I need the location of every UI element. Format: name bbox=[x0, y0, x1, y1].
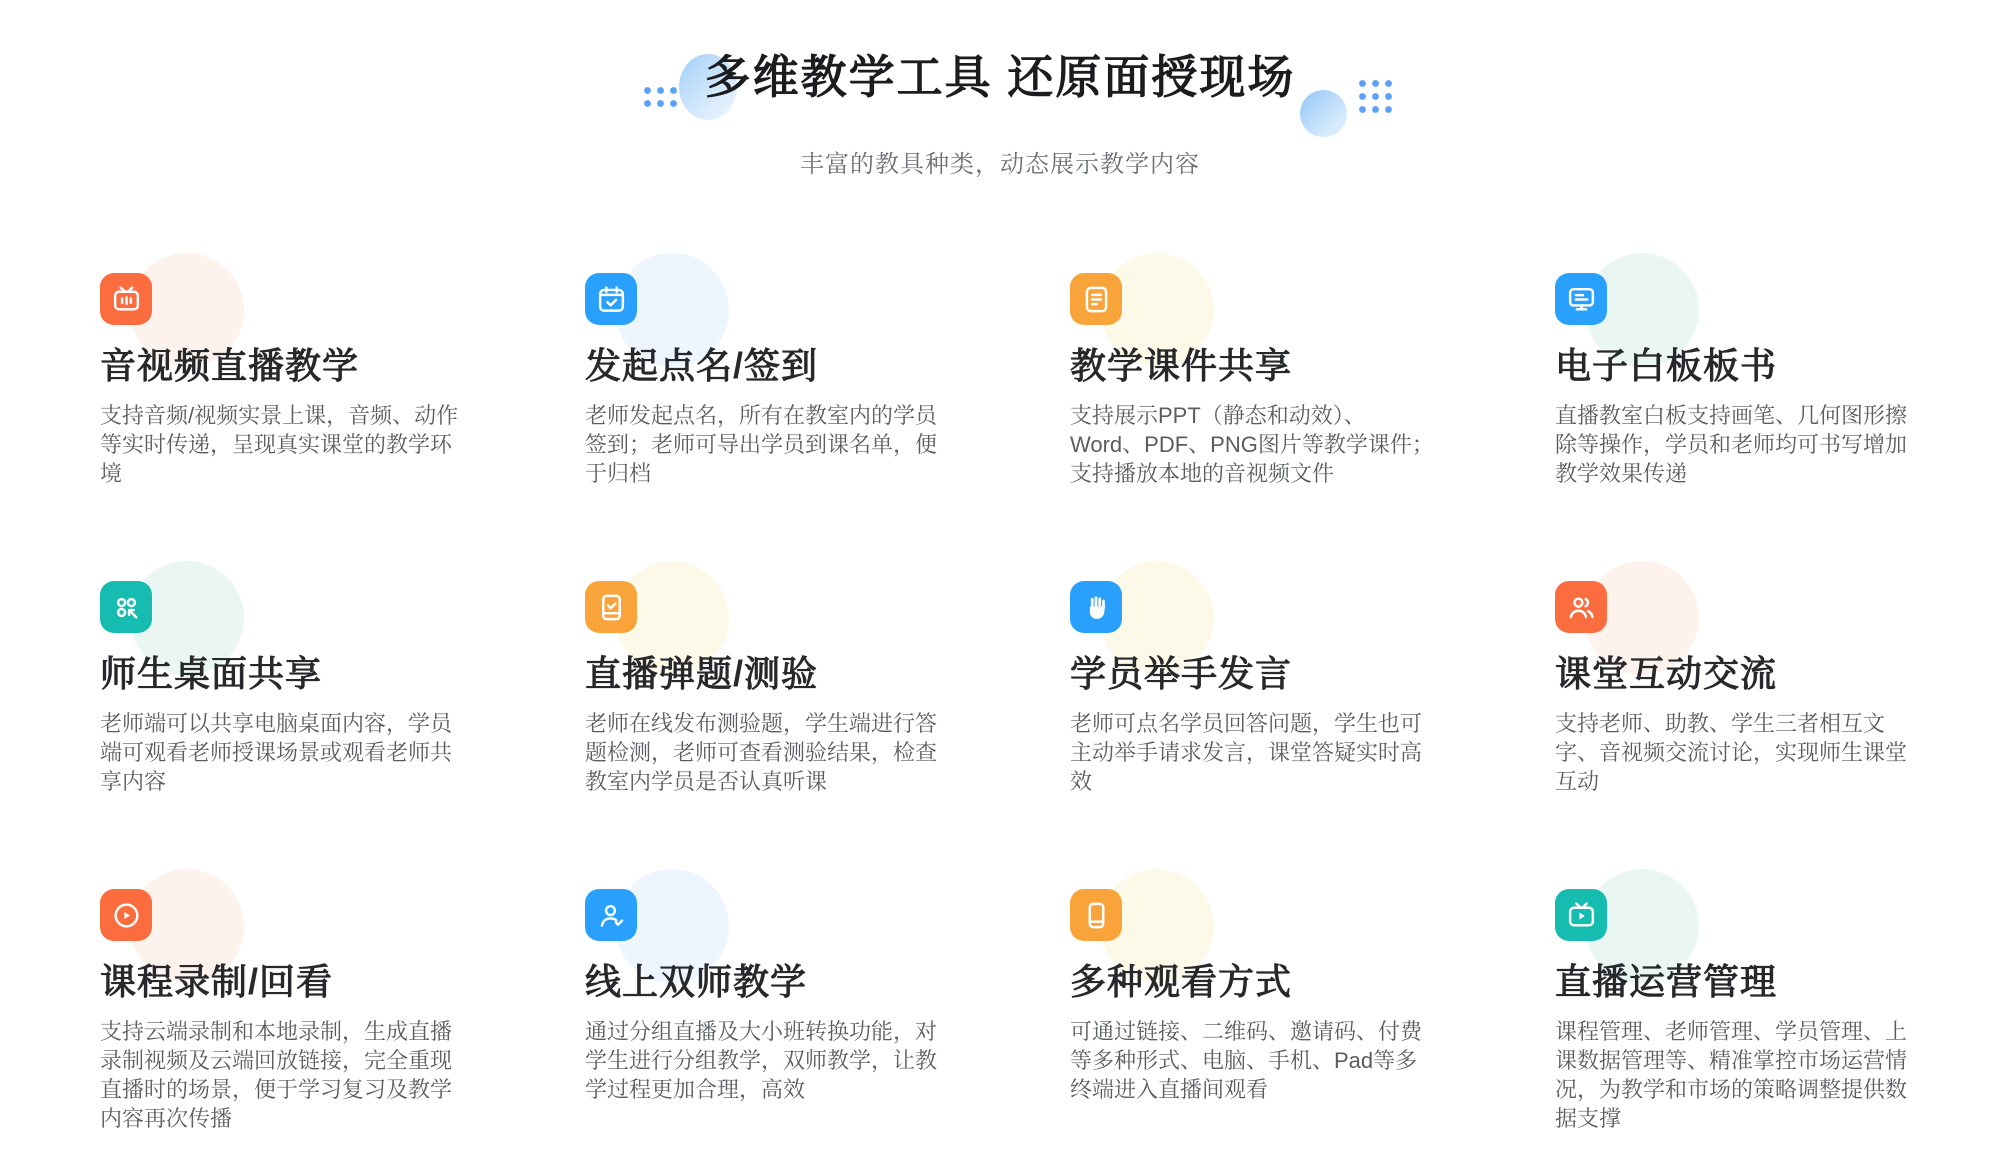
calendar-check-icon bbox=[585, 273, 637, 325]
feature-card bbox=[1555, 253, 1935, 488]
feature-title: 直播弹题/测验 bbox=[585, 653, 819, 694]
feature-card bbox=[1070, 253, 1450, 488]
feature-card bbox=[100, 869, 480, 1133]
feature-title: 发起点名/签到 bbox=[585, 345, 819, 386]
feature-icon-area bbox=[100, 561, 480, 651]
feature-icon-area bbox=[1555, 253, 1935, 343]
feature-description: 可通过链接、二维码、邀请码、付费等多种形式、电脑、手机、Pad等多终端进入直播间观看 bbox=[1070, 1019, 1423, 1102]
feature-title: 师生桌面共享 bbox=[100, 653, 323, 694]
feature-icon-area bbox=[1070, 253, 1450, 343]
tv-live-icon bbox=[100, 273, 152, 325]
feature-card bbox=[1070, 869, 1450, 1133]
feature-description: 支持音频/视频实景上课，音频、动作等实时传递，呈现真实课堂的教学环境 bbox=[100, 403, 459, 486]
feature-title: 教学课件共享 bbox=[1070, 345, 1293, 386]
courseware-doc-icon bbox=[1070, 273, 1122, 325]
feature-icon-area bbox=[1070, 869, 1450, 959]
feature-description: 老师端可以共享电脑桌面内容，学员端可观看老师授课场景或观看老师共享内容 bbox=[100, 711, 453, 794]
features-grid bbox=[100, 253, 1935, 1133]
feature-card bbox=[585, 253, 965, 488]
feature-title: 学员举手发言 bbox=[1070, 653, 1293, 694]
quiz-check-icon bbox=[585, 581, 637, 633]
whiteboard-icon bbox=[1555, 273, 1607, 325]
feature-card bbox=[585, 561, 965, 796]
section-header bbox=[0, 48, 2000, 180]
feature-icon-area bbox=[100, 869, 480, 959]
feature-description: 课程管理、老师管理、学员管理、上课数据管理等、精准掌控市场运营情况，为教学和市场的策略调整提供数据支撑 bbox=[1555, 1019, 1908, 1131]
mobile-watch-icon bbox=[1070, 889, 1122, 941]
feature-title: 音视频直播教学 bbox=[100, 345, 360, 386]
feature-description: 老师在线发布测验题，学生端进行答题检测，老师可查看测验结果，检查教室内学员是否认真听课 bbox=[585, 711, 938, 794]
section-title-wrap bbox=[705, 48, 1296, 106]
feature-card bbox=[1555, 869, 1935, 1133]
feature-card bbox=[585, 869, 965, 1133]
feature-icon-area bbox=[1555, 561, 1935, 651]
people-interaction-icon bbox=[1555, 581, 1607, 633]
feature-icon-area bbox=[1555, 869, 1935, 959]
section-subtitle: 丰富的教具种类，动态展示教学内容 bbox=[800, 151, 1200, 178]
feature-title: 直播运营管理 bbox=[1555, 961, 1778, 1002]
feature-description: 支持云端录制和本地录制，生成直播录制视频及云端回放链接，完全重现直播时的场景，便于学习复习及教学内容再次传播 bbox=[100, 1019, 453, 1131]
feature-card bbox=[100, 253, 480, 488]
record-playback-icon bbox=[100, 889, 152, 941]
feature-icon-area bbox=[100, 253, 480, 343]
decorative-dots-right-icon bbox=[1356, 77, 1395, 116]
feature-icon-area bbox=[1070, 561, 1450, 651]
feature-description: 支持老师、助教、学生三者相互文字、音视频交流讨论，实现师生课堂互动 bbox=[1555, 711, 1908, 794]
feature-card bbox=[1070, 561, 1450, 796]
feature-title: 课堂互动交流 bbox=[1555, 653, 1778, 694]
feature-icon-area bbox=[585, 561, 965, 651]
feature-title: 电子白板板书 bbox=[1555, 345, 1778, 386]
feature-description: 老师可点名学员回答问题，学生也可主动举手请求发言，课堂答疑实时高效 bbox=[1070, 711, 1423, 794]
feature-title: 线上双师教学 bbox=[585, 961, 808, 1002]
desktop-share-icon bbox=[100, 581, 152, 633]
decorative-blob-right-icon bbox=[1300, 90, 1347, 137]
section-title: 多维教学工具 还原面授现场 bbox=[704, 51, 1296, 103]
tv-play-icon bbox=[1555, 889, 1607, 941]
feature-icon-area bbox=[585, 253, 965, 343]
dual-teacher-icon bbox=[585, 889, 637, 941]
feature-card bbox=[100, 561, 480, 796]
raised-hand-icon bbox=[1070, 581, 1122, 633]
feature-icon-area bbox=[585, 869, 965, 959]
feature-description: 直播教室白板支持画笔、几何图形擦除等操作，学员和老师均可书写增加教学效果传递 bbox=[1555, 403, 1908, 486]
feature-description: 老师发起点名，所有在教室内的学员签到；老师可导出学员到课名单，便于归档 bbox=[585, 403, 938, 486]
feature-title: 课程录制/回看 bbox=[100, 961, 334, 1002]
feature-title: 多种观看方式 bbox=[1070, 961, 1293, 1002]
feature-description: 通过分组直播及大小班转换功能，对学生进行分组教学，双师教学，让教学过程更加合理，高效 bbox=[585, 1019, 938, 1102]
feature-description: 支持展示PPT（静态和动效）、Word、PDF、PNG图片等教学课件；支持播放本地的音视频文件 bbox=[1070, 403, 1434, 486]
feature-card bbox=[1555, 561, 1935, 796]
decorative-dots-left-icon bbox=[641, 84, 680, 110]
